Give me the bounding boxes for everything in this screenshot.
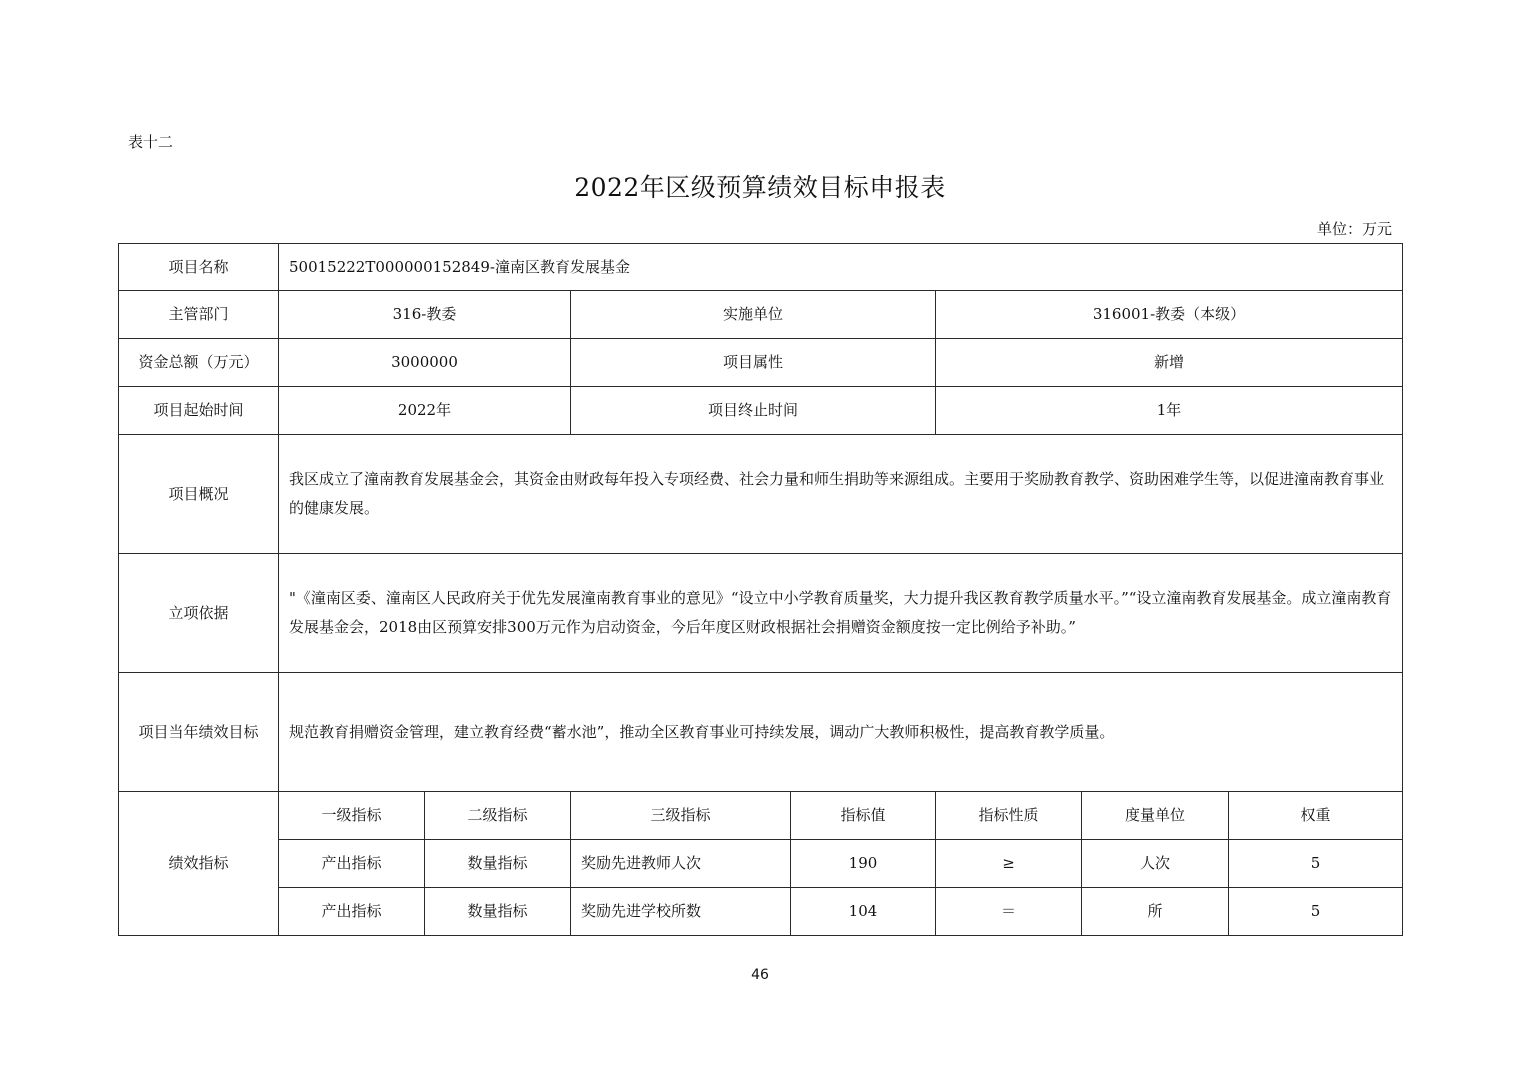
indicator-header-unit: 度量单位 xyxy=(1082,792,1229,840)
project-attribute-label: 项目属性 xyxy=(571,339,936,387)
table-row-2-value: 104 xyxy=(791,888,936,936)
annual-goal-label: 项目当年绩效目标 xyxy=(118,673,279,792)
overview-text: 我区成立了潼南教育发展基金会，其资金由财政每年投入专项经费、社会力量和师生捐助等来源组成。主要用于奖励教育教学、资助困难学生等，以促进潼南教育事业的健康发展。 xyxy=(289,470,1385,517)
table-row-1-level1: 产出指标 xyxy=(279,840,425,888)
end-time-label: 项目终止时间 xyxy=(571,387,936,435)
table-row-1-level3: 奖励先进教师人次 xyxy=(571,840,791,888)
table-row-2-level2: 数量指标 xyxy=(425,888,571,936)
indicator-header-weight: 权重 xyxy=(1229,792,1403,840)
project-name-label: 项目名称 xyxy=(118,243,279,291)
table-row-1-value: 190 xyxy=(791,840,936,888)
table-row-1-level2: 数量指标 xyxy=(425,840,571,888)
table-row-2-weight: 5 xyxy=(1229,888,1403,936)
table-row-1-unit: 人次 xyxy=(1082,840,1229,888)
table-row-2-level1: 产出指标 xyxy=(279,888,425,936)
basis-label: 立项依据 xyxy=(118,554,279,673)
overview-label: 项目概况 xyxy=(118,435,279,554)
basis-text-cell xyxy=(279,554,1403,673)
department-label: 主管部门 xyxy=(118,291,279,339)
total-funds-label: 资金总额（万元） xyxy=(118,339,279,387)
start-time-label: 项目起始时间 xyxy=(118,387,279,435)
indicator-header-value: 指标值 xyxy=(791,792,936,840)
total-funds-value: 3000000 xyxy=(279,339,571,387)
department-value: 316-教委 xyxy=(279,291,571,339)
table-row-2-level3: 奖励先进学校所数 xyxy=(571,888,791,936)
table-row-2-nature: ＝ xyxy=(936,888,1082,936)
performance-target-table xyxy=(118,243,1403,936)
implementing-unit-label: 实施单位 xyxy=(571,291,936,339)
project-attribute-value: 新增 xyxy=(936,339,1403,387)
project-name-value: 50015222T000000152849-潼南区教育发展基金 xyxy=(279,243,1403,291)
unit-label: 单位：万元 xyxy=(1316,220,1392,238)
annual-goal-text-cell xyxy=(279,673,1403,792)
indicator-header-level3: 三级指标 xyxy=(571,792,791,840)
end-time-value: 1年 xyxy=(936,387,1403,435)
indicator-header-level2: 二级指标 xyxy=(425,792,571,840)
start-time-value: 2022年 xyxy=(279,387,571,435)
overview-text-cell xyxy=(279,435,1403,554)
implementing-unit-value: 316001-教委（本级） xyxy=(936,291,1403,339)
table-row-2-unit: 所 xyxy=(1082,888,1229,936)
indicators-section-label: 绩效指标 xyxy=(118,792,279,936)
indicator-header-nature: 指标性质 xyxy=(936,792,1082,840)
table-row-1-weight: 5 xyxy=(1229,840,1403,888)
annual-goal-text: 规范教育捐赠资金管理，建立教育经费“蓄水池”，推动全区教育事业可持续发展，调动广大教师积极性，提高教育教学质量。 xyxy=(289,722,1115,741)
indicator-header-level1: 一级指标 xyxy=(279,792,425,840)
basis-text: "《潼南区委、潼南区人民政府关于优先发展潼南教育事业的意见》“设立中小学教育质量奖，大力提升我区教育教学质量水平。”“设立潼南教育发展基金。成立潼南教育发展基金会，2018由区预算安排300万元作为启动资金，今后年度区财政根据社会捐赠资金额度按一定比例给予补助。” xyxy=(289,589,1392,636)
page-number: 46 xyxy=(751,967,769,983)
page-title: 2022年区级预算绩效目标申报表 xyxy=(574,173,946,202)
table-label: 表十二 xyxy=(128,133,174,151)
table-row-1-nature: ≥ xyxy=(936,840,1082,888)
